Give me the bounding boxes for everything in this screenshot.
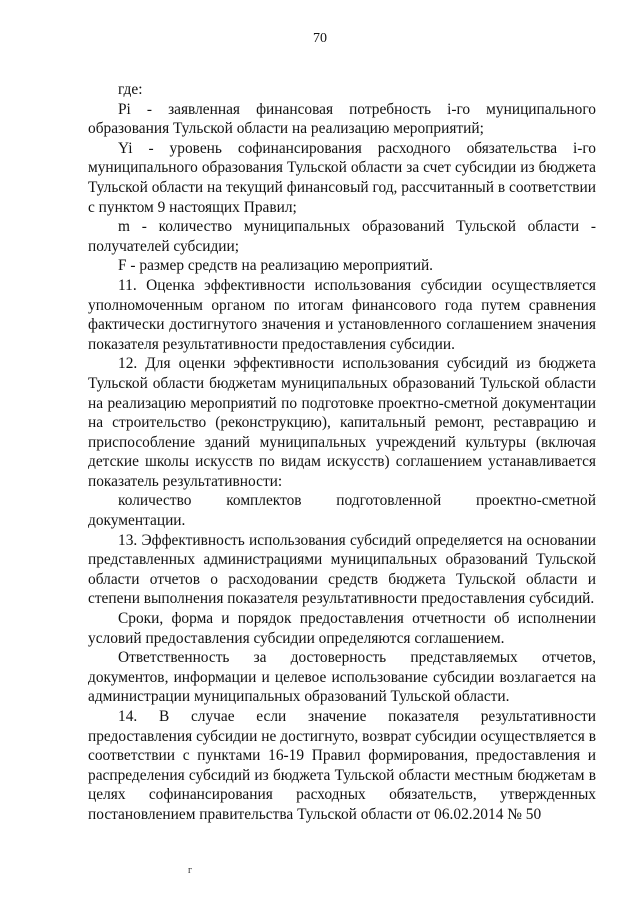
paragraph-clause-14: 14. В случае если значение показателя результативности предоставления субсидии не достигнуто, возврат субсидии осуществляется в соответствии с пунктами 16-19 Правил формирования, предоставления и распределения субсидий из бюджета Тульской области местным бюджетам в целях софинансирования расходных обязательств, утвержденных постановлением правительства Тульской области от 06.02.2014 № 50 (88, 708, 596, 823)
paragraph-where: где: (118, 81, 143, 98)
paragraph-reporting-terms: Сроки, форма и порядок предоставления отчетности об исполнении условий предоставления субсидии определяются соглашением. (88, 610, 596, 647)
paragraph-clause-13: 13. Эффективность использования субсидий определяется на основании представленных администрациями муниципальных образований Тульской области отчетов о расходовании средств бюджета Тульской области и степени выполнения показателя результативности предоставления субсидий. (88, 531, 596, 608)
paragraph-clause-11: 11. Оценка эффективности использования субсидии осуществляется уполномоченным органом по итогам финансового года путем сравнения фактически достигнутого значения и установленного соглашением значения показателя результативности предоставления субсидии. (88, 276, 596, 353)
paragraph-m-definition: m - количество муниципальных образований Тульской области - получателей субсидии; (88, 218, 596, 255)
paragraph-responsibility: Ответственность за достоверность представляемых отчетов, документов, информации и целевое использование субсидии возлагается на администрации муниципальных образований Тульской области. (88, 649, 596, 706)
page-number: 70 (313, 31, 327, 46)
paragraph-indicator: количество комплектов подготовленной проектно-сметной документации. (88, 492, 596, 530)
document-body (88, 80, 596, 825)
scan-mark: г (188, 865, 193, 876)
paragraph-yi-definition: Yi - уровень софинансирования расходного обязательства i-го муниципального образования Тульской области за счет субсидии из бюджета Тульской области на текущий финансовый год, рассчитанный в соответствии с пунктом 9 настоящих Правил; (88, 139, 596, 216)
paragraph-f-definition: F - размер средств на реализацию мероприятий. (118, 257, 434, 275)
paragraph-pi-definition: Pi - заявленная финансовая потребность i-го муниципального образования Тульской области на реализацию мероприятий; (88, 100, 596, 138)
paragraph-clause-12: 12. Для оценки эффективности использования субсидий из бюджета Тульской области бюджетам муниципальных образований Тульской области на реализацию мероприятий по подготовке проектно-сметной документации на строительство (реконструкцию), капитальный ремонт, реставрацию и приспособление зданий муниципальных учреждений культуры (включая детские школы искусств по видам искусств) соглашением устанавливается показатель результативности: (88, 355, 596, 490)
